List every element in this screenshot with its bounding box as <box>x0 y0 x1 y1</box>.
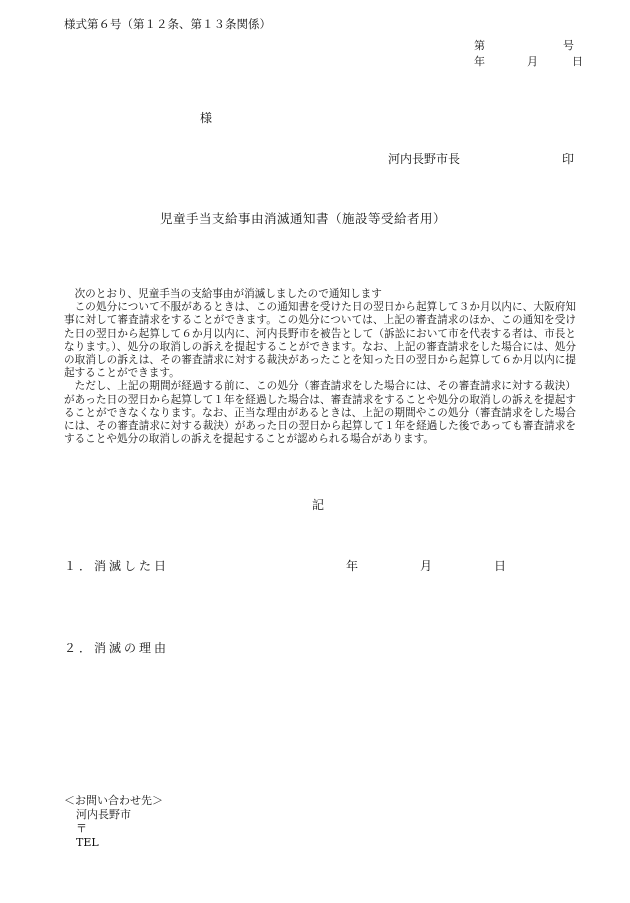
issue-date-day: 日 <box>572 55 583 68</box>
contact-heading: ＜お問い合わせ先＞ <box>64 794 163 807</box>
form-number: 様式第６号（第１２条、第１３条関係） <box>64 17 271 31</box>
document-number-row <box>474 38 574 54</box>
issue-date-year: 年 <box>474 55 485 68</box>
extinction-date-year: 年 <box>346 559 359 573</box>
item-extinction-reason-label: ２．消滅の理由 <box>64 641 170 655</box>
doc-no-prefix: 第 <box>474 39 485 52</box>
extinction-date-month: 月 <box>420 559 433 573</box>
notice-paragraph-3: ただし、上記の期間が経過する前に、この処分（審査請求をした場合には、その審査請求に対する裁決）があった日の翌日から起算して１年を経過した場合は、審査請求をすることや処分の取消しの訴えを提起することができなくなります。なお、正当な理由があるときは、上記の期間やこの処分（審査請求をした場合には、その審査請求に対する裁決）があった日の翌日から起算して１年を経過した後であっても審査請求をすることや処分の取消しの訴えを提起することが認められる場合があります。 <box>64 380 576 446</box>
notice-body <box>64 288 576 446</box>
extinction-date-field <box>346 557 506 574</box>
ki-heading: 記 <box>312 498 325 512</box>
addressee-honorific: 様 <box>200 111 213 125</box>
document-number-block <box>474 38 583 70</box>
contact-organization: 河内長野市 <box>76 808 131 821</box>
issue-date-row <box>474 54 583 70</box>
notice-paragraph-1: 次のとおり、児童手当の支給事由が消滅しましたので通知します <box>74 288 382 300</box>
contact-block <box>64 794 163 850</box>
issuer-name: 河内長野市長 <box>388 152 461 166</box>
seal-mark: 印 <box>562 152 575 166</box>
contact-postal: 〒 <box>76 822 87 835</box>
extinction-date-day: 日 <box>494 559 507 573</box>
contact-tel: TEL <box>76 836 99 849</box>
notice-paragraph-2: この処分について不服があるときは、この通知書を受けた日の翌日から起算して３か月以内に、大阪府知事に対して審査請求をすることができます。この処分については、上記の審査請求のほか、この通知を受けた日の翌日から起算して６か月以内に、河内長野市を被告として（訴訟において市を代表する者は、市長となります。）、処分の取消しの訴えを提起することができます。なお、上記の審査請求をした場合には、処分の取消しの訴えは、その審査請求に対する裁決があったことを知った日の翌日から起算して６か月以内に提起することができます。 <box>64 301 576 380</box>
document-title: 児童手当支給事由消滅通知書（施設等受給者用） <box>160 211 447 226</box>
item-extinction-date-label: １．消滅した日 <box>64 559 170 573</box>
doc-no-suffix: 号 <box>563 39 574 52</box>
issue-date-month: 月 <box>527 55 538 68</box>
